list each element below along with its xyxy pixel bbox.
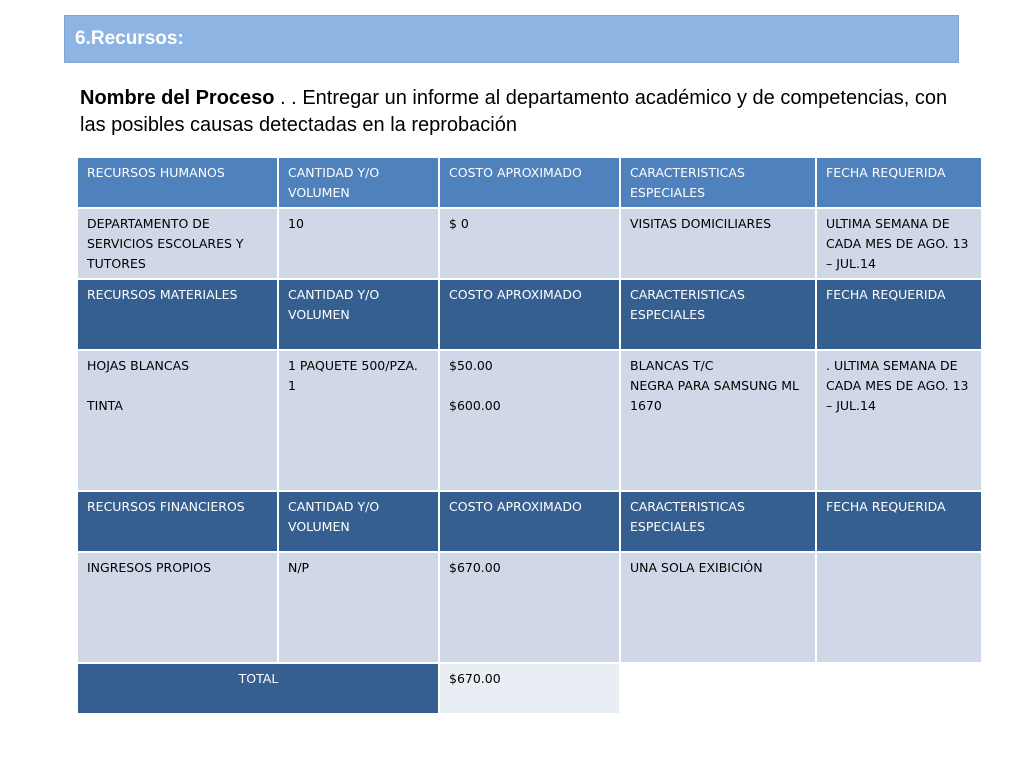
- total-value: $670.00: [439, 663, 620, 714]
- cost-item: $50.00: [449, 358, 493, 373]
- cost-cell: $670.00: [439, 552, 620, 663]
- header-cell: COSTO APROXIMADO: [439, 157, 620, 208]
- characteristics-cell: [620, 350, 816, 491]
- characteristics-item: NEGRA PARA SAMSUNG ML 1670: [630, 378, 799, 413]
- header-cell: RECURSOS FINANCIEROS: [77, 491, 278, 552]
- resources-table: [76, 156, 983, 715]
- slide-title: 6.Recursos:: [75, 28, 184, 49]
- header-cell: COSTO APROXIMADO: [439, 491, 620, 552]
- header-cell: FECHA REQUERIDA: [816, 279, 982, 350]
- quantity-item: 1: [288, 378, 296, 393]
- resource-item: TINTA: [87, 398, 123, 413]
- header-cell: CARACTERISTICAS ESPECIALES: [620, 491, 816, 552]
- characteristics-cell: UNA SOLA EXIBICIÓN: [620, 552, 816, 663]
- cost-cell: [439, 350, 620, 491]
- characteristics-cell: VISITAS DOMICILIARES: [620, 208, 816, 279]
- quantity-cell: N/P: [278, 552, 439, 663]
- financial-resources-header-row: [77, 491, 982, 552]
- material-resources-header-row: [77, 279, 982, 350]
- total-row: [77, 663, 982, 714]
- header-cell: COSTO APROXIMADO: [439, 279, 620, 350]
- header-cell: RECURSOS MATERIALES: [77, 279, 278, 350]
- header-cell: CARACTERISTICAS ESPECIALES: [620, 279, 816, 350]
- date-cell: [816, 552, 982, 663]
- resource-cell: [77, 350, 278, 491]
- header-cell: RECURSOS HUMANOS: [77, 157, 278, 208]
- total-label: TOTAL: [77, 663, 439, 714]
- header-cell: CANTIDAD Y/O VOLUMEN: [278, 491, 439, 552]
- resource-item: HOJAS BLANCAS: [87, 358, 190, 373]
- header-cell: CANTIDAD Y/O VOLUMEN: [278, 157, 439, 208]
- process-separator: . .: [274, 87, 303, 109]
- header-cell: FECHA REQUERIDA: [816, 491, 982, 552]
- resource-cell: INGRESOS PROPIOS: [77, 552, 278, 663]
- process-label: Nombre del Proceso: [80, 87, 275, 109]
- resource-cell: DEPARTAMENTO DE SERVICIOS ESCOLARES Y TUTORES: [77, 208, 278, 279]
- date-cell: . ULTIMA SEMANA DE CADA MES DE AGO. 13 – JUL.14: [816, 350, 982, 491]
- cost-item: $600.00: [449, 398, 501, 413]
- quantity-cell: [278, 350, 439, 491]
- header-cell: CANTIDAD Y/O VOLUMEN: [278, 279, 439, 350]
- header-cell: CARACTERISTICAS ESPECIALES: [620, 157, 816, 208]
- process-text: Entregar un informe al departamento académico y de competencias, con las posibles causas detectadas en la reprobación: [80, 87, 948, 136]
- quantity-item: 1 PAQUETE 500/PZA.: [288, 358, 418, 373]
- cost-cell: $ 0: [439, 208, 620, 279]
- financial-resources-row: [77, 552, 982, 663]
- header-cell: FECHA REQUERIDA: [816, 157, 982, 208]
- slide-title-bar: [64, 15, 959, 63]
- human-resources-header-row: [77, 157, 982, 208]
- process-description: [80, 85, 960, 139]
- characteristics-item: BLANCAS T/C: [630, 358, 714, 373]
- quantity-cell: 10: [278, 208, 439, 279]
- human-resources-row: [77, 208, 982, 279]
- material-resources-row: [77, 350, 982, 491]
- date-cell: ULTIMA SEMANA DE CADA MES DE AGO. 13 – JUL.14: [816, 208, 982, 279]
